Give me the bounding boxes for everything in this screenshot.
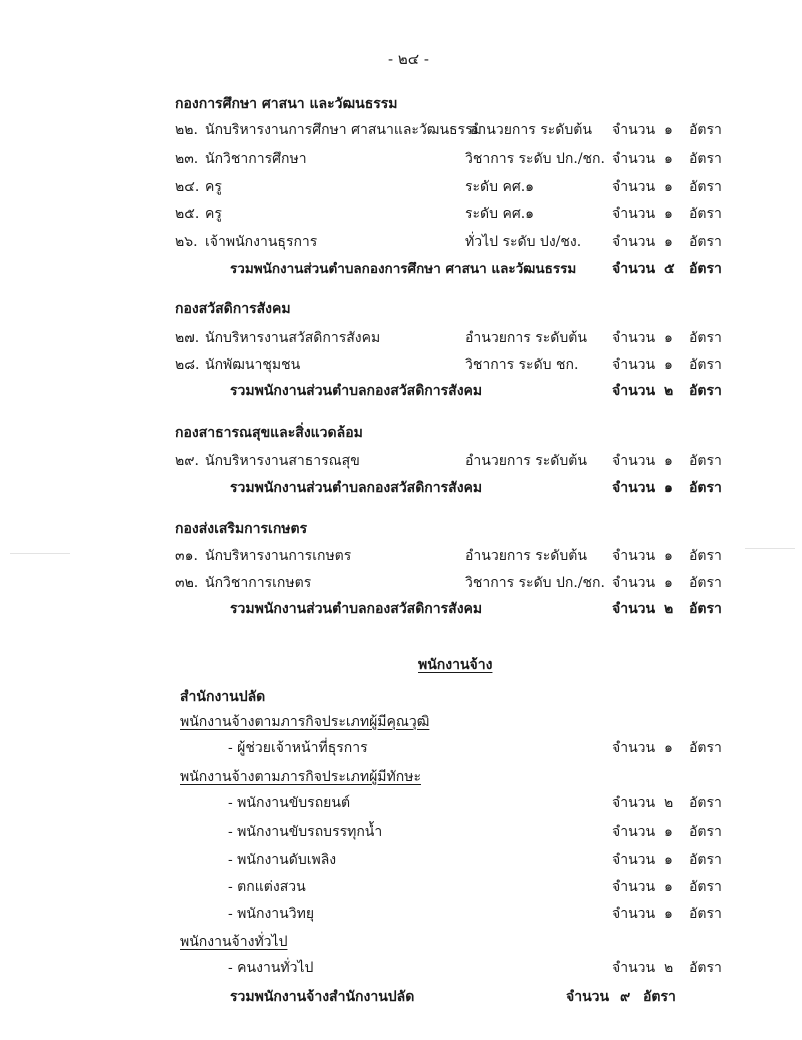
count-value: ๑ bbox=[664, 122, 673, 138]
count-value: ๑ bbox=[664, 480, 673, 496]
position-level: วิชาการ ระดับ ปก./ชก. bbox=[465, 151, 605, 167]
position-level: อำนวยการ ระดับต้น bbox=[465, 453, 587, 469]
position-name: นักบริหารงานสาธารณสุข bbox=[205, 453, 360, 469]
count-label: จำนวน bbox=[612, 122, 656, 138]
count-value: ๑ bbox=[664, 179, 673, 195]
total-label: รวมพนักงานส่วนตำบลกองการศึกษา ศาสนา และวัฒนธรรม bbox=[230, 261, 577, 277]
row-number: ๓๒. bbox=[175, 575, 199, 591]
count-value: ๑ bbox=[664, 906, 673, 922]
count-unit: อัตรา bbox=[689, 852, 722, 868]
count-unit: อัตรา bbox=[689, 906, 722, 922]
count-unit: อัตรา bbox=[689, 357, 722, 373]
count-value: ๑ bbox=[664, 548, 673, 564]
position-level: ทั่วไป ระดับ ปง/ชง. bbox=[465, 234, 582, 250]
count-label: จำนวน bbox=[612, 960, 656, 976]
position-level: อำนวยการ ระดับต้น bbox=[465, 330, 587, 346]
count-unit: อัตรา bbox=[689, 206, 722, 222]
count-unit: อัตรา bbox=[689, 151, 722, 167]
scan-artifact bbox=[10, 553, 70, 554]
count-label: จำนวน bbox=[612, 480, 656, 496]
position-name: นักวิชาการศึกษา bbox=[205, 151, 307, 167]
count-value: ๑ bbox=[664, 357, 673, 373]
group-title: พนักงานจ้างตามภารกิจประเภทผู้มีคุณวุฒิ bbox=[180, 714, 430, 730]
count-unit: อัตรา bbox=[689, 261, 722, 277]
employees-heading: พนักงานจ้าง bbox=[418, 657, 493, 673]
position-name: เจ้าพนักงานธุรการ bbox=[205, 234, 318, 250]
row-number: ๒๗. bbox=[175, 330, 200, 346]
count-label: จำนวน bbox=[612, 330, 656, 346]
count-unit: อัตรา bbox=[689, 234, 722, 250]
row-number: ๒๕. bbox=[175, 206, 200, 222]
count-label: จำนวน bbox=[612, 740, 656, 756]
count-unit: อัตรา bbox=[689, 330, 722, 346]
total-label: รวมพนักงานส่วนตำบลกองสวัสดิการสังคม bbox=[230, 383, 483, 399]
count-unit: อัตรา bbox=[689, 122, 722, 138]
employee-position: - ผู้ช่วยเจ้าหน้าที่ธุรการ bbox=[228, 740, 368, 756]
count-value: ๒ bbox=[664, 795, 674, 811]
count-label: จำนวน bbox=[612, 575, 656, 591]
count-label: จำนวน bbox=[612, 179, 656, 195]
count-value: ๑ bbox=[664, 852, 673, 868]
group-title: พนักงานจ้างตามภารกิจประเภทผู้มีทักษะ bbox=[180, 769, 421, 785]
position-level: วิชาการ ระดับ ปก./ชก. bbox=[465, 575, 605, 591]
count-label: จำนวน bbox=[612, 852, 656, 868]
count-label: จำนวน bbox=[612, 383, 656, 399]
group-title: พนักงานจ้างทั่วไป bbox=[180, 934, 288, 950]
position-level: อำนวยการ ระดับต้น bbox=[465, 548, 587, 564]
section-title: กองการศึกษา ศาสนา และวัฒนธรรม bbox=[175, 96, 398, 112]
employee-position: - คนงานทั่วไป bbox=[228, 960, 314, 976]
count-label: จำนวน bbox=[612, 206, 656, 222]
count-unit: อัตรา bbox=[643, 989, 676, 1005]
count-unit: อัตรา bbox=[689, 383, 722, 399]
count-unit: อัตรา bbox=[689, 960, 722, 976]
count-unit: อัตรา bbox=[689, 740, 722, 756]
count-unit: อัตรา bbox=[689, 575, 722, 591]
count-unit: อัตรา bbox=[689, 480, 722, 496]
count-value: ๑ bbox=[664, 330, 673, 346]
employee-position: - พนักงานดับเพลิง bbox=[228, 852, 337, 868]
count-label: จำนวน bbox=[612, 601, 656, 617]
count-value: ๒ bbox=[664, 960, 674, 976]
row-number: ๒๘. bbox=[175, 357, 200, 373]
row-number: ๒๔. bbox=[175, 179, 200, 195]
page-number: - ๒๔ - bbox=[388, 50, 429, 68]
count-value: ๕ bbox=[664, 261, 675, 277]
position-level: ระดับ คศ.๑ bbox=[465, 179, 535, 195]
count-value: ๒ bbox=[664, 383, 674, 399]
position-name: นักบริหารงานการเกษตร bbox=[205, 548, 352, 564]
count-value: ๑ bbox=[664, 879, 673, 895]
count-value: ๑ bbox=[664, 234, 673, 250]
employee-position: - พนักงานวิทยุ bbox=[228, 906, 315, 922]
row-number: ๒๖. bbox=[175, 234, 198, 250]
count-unit: อัตรา bbox=[689, 548, 722, 564]
count-value: ๑ bbox=[664, 575, 673, 591]
row-number: ๒๒. bbox=[175, 122, 198, 138]
total-label: รวมพนักงานส่วนตำบลกองสวัสดิการสังคม bbox=[230, 480, 483, 496]
section-title: กองส่งเสริมการเกษตร bbox=[175, 521, 308, 537]
count-label: จำนวน bbox=[612, 879, 656, 895]
row-number: ๒๓. bbox=[175, 151, 199, 167]
position-level: วิชาการ ระดับ ชก. bbox=[465, 357, 579, 373]
count-unit: อัตรา bbox=[689, 795, 722, 811]
position-name: นักพัฒนาชุมชน bbox=[205, 357, 301, 373]
position-name: ครู bbox=[205, 179, 222, 195]
employee-position: - ตกแต่งสวน bbox=[228, 879, 306, 895]
scan-artifact bbox=[745, 548, 795, 549]
count-label: จำนวน bbox=[612, 261, 656, 277]
total-label: รวมพนักงานส่วนตำบลกองสวัสดิการสังคม bbox=[230, 601, 483, 617]
section-title: กองสวัสดิการสังคม bbox=[175, 301, 291, 317]
position-name: นักบริหารงานการศึกษา ศาสนาและวัฒนธรรม bbox=[205, 122, 482, 138]
position-name: นักบริหารงานสวัสดิการสังคม bbox=[205, 330, 381, 346]
position-name: นักวิชาการเกษตร bbox=[205, 575, 312, 591]
count-value: ๑ bbox=[664, 206, 673, 222]
count-unit: อัตรา bbox=[689, 601, 722, 617]
count-unit: อัตรา bbox=[689, 179, 722, 195]
total-label: รวมพนักงานจ้างสำนักงานปลัด bbox=[230, 989, 415, 1005]
position-name: ครู bbox=[205, 206, 222, 222]
row-number: ๒๙. bbox=[175, 453, 199, 469]
count-value: ๒ bbox=[664, 601, 674, 617]
count-value: ๙ bbox=[620, 989, 631, 1005]
position-level: อำนวยการ ระดับต้น bbox=[470, 122, 592, 138]
employee-position: - พนักงานขับรถบรรทุกน้ำ bbox=[228, 824, 383, 840]
count-value: ๑ bbox=[664, 151, 673, 167]
count-unit: อัตรา bbox=[689, 824, 722, 840]
employee-position: - พนักงานขับรถยนต์ bbox=[228, 795, 351, 811]
count-unit: อัตรา bbox=[689, 453, 722, 469]
count-label: จำนวน bbox=[612, 357, 656, 373]
office-title: สำนักงานปลัด bbox=[180, 689, 266, 705]
count-label: จำนวน bbox=[612, 906, 656, 922]
count-label: จำนวน bbox=[612, 453, 656, 469]
count-value: ๑ bbox=[664, 824, 673, 840]
position-level: ระดับ คศ.๑ bbox=[465, 206, 535, 222]
count-unit: อัตรา bbox=[689, 879, 722, 895]
count-label: จำนวน bbox=[566, 989, 610, 1005]
count-label: จำนวน bbox=[612, 548, 656, 564]
count-label: จำนวน bbox=[612, 151, 656, 167]
count-value: ๑ bbox=[664, 453, 673, 469]
row-number: ๓๑. bbox=[175, 548, 198, 564]
count-value: ๑ bbox=[664, 740, 673, 756]
count-label: จำนวน bbox=[612, 824, 656, 840]
count-label: จำนวน bbox=[612, 795, 656, 811]
section-title: กองสาธารณสุขและสิ่งแวดล้อม bbox=[175, 425, 363, 441]
count-label: จำนวน bbox=[612, 234, 656, 250]
